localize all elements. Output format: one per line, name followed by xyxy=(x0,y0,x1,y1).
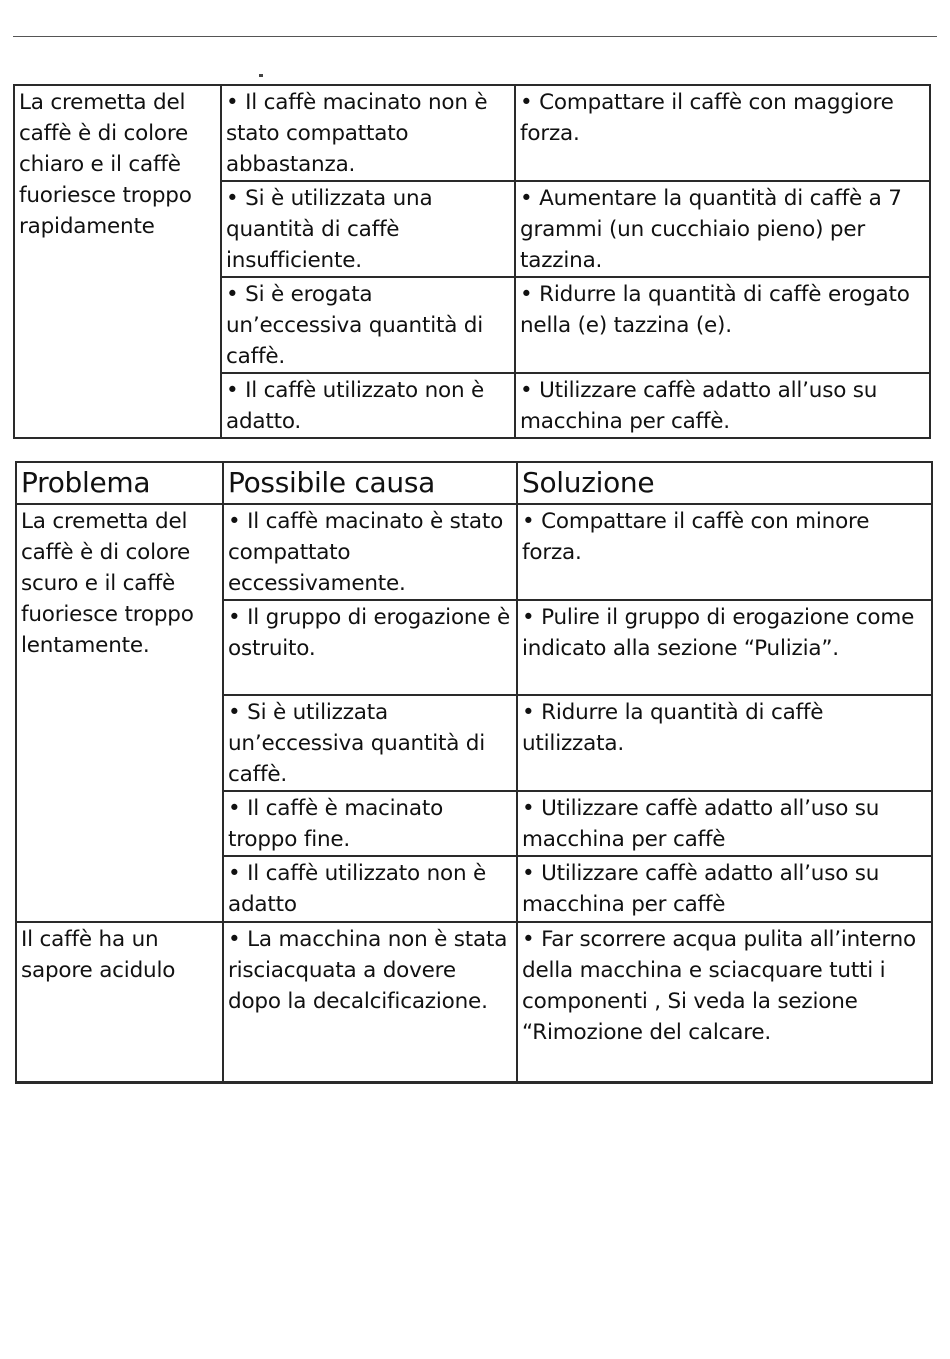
cause-cell: • Il caffè macinato non è stato compattato abbastanza. xyxy=(221,85,515,181)
solution-cell: • Compattare il caffè con minore forza. xyxy=(517,504,932,600)
problem-cell: La cremetta del caffè è di colore scuro e il caffè fuoriesce troppo lentamente. xyxy=(16,504,223,922)
troubleshooting-table xyxy=(15,461,933,1084)
troubleshooting-table-continued xyxy=(13,84,931,439)
problem-cell: Il caffè ha un sapore acidulo xyxy=(16,922,223,1082)
page-top-rule xyxy=(13,36,937,37)
solution-cell: • Utilizzare caffè adatto all’uso su macchina per caffè xyxy=(517,791,932,856)
column-header-solution: Soluzione xyxy=(517,462,932,504)
table-row xyxy=(16,922,932,1082)
cause-cell: • Il gruppo di erogazione è ostruito. xyxy=(223,600,517,695)
cause-cell: • La macchina non è stata risciacquata a dovere dopo la decalcificazione. xyxy=(223,922,517,1082)
cause-cell: • Il caffè è macinato troppo fine. xyxy=(223,791,517,856)
problem-cell: La cremetta del caffè è di colore chiaro e il caffè fuoriesce troppo rapidamente xyxy=(14,85,221,438)
column-header-cause: Possibile causa xyxy=(223,462,517,504)
column-header-problem: Problema xyxy=(16,462,223,504)
solution-cell: • Compattare il caffè con maggiore forza. xyxy=(515,85,930,181)
cause-cell: • Si è utilizzata una quantità di caffè insufficiente. xyxy=(221,181,515,277)
solution-cell: • Utilizzare caffè adatto all’uso su macchina per caffè. xyxy=(515,373,930,438)
solution-cell: • Ridurre la quantità di caffè erogato nella (e) tazzina (e). xyxy=(515,277,930,373)
solution-cell: • Far scorrere acqua pulita all’interno della macchina e sciacquare tutti i componenti , Si veda la sezione “Rimozione del calcare. xyxy=(517,922,932,1082)
solution-cell: • Utilizzare caffè adatto all’uso su macchina per caffè xyxy=(517,856,932,922)
cause-cell: • Si è utilizzata un’eccessiva quantità di caffè. xyxy=(223,695,517,791)
table-row xyxy=(16,504,932,600)
solution-cell: • Ridurre la quantità di caffè utilizzata. xyxy=(517,695,932,791)
table-row xyxy=(14,85,930,181)
cause-cell: • Il caffè utilizzato non è adatto. xyxy=(221,373,515,438)
cause-cell: • Il caffè macinato è stato compattato eccessivamente. xyxy=(223,504,517,600)
solution-cell: • Pulire il gruppo di erogazione come indicato alla sezione “Pulizia”. xyxy=(517,600,932,695)
cause-cell: • Si è erogata un’eccessiva quantità di caffè. xyxy=(221,277,515,373)
scan-artifact-mark xyxy=(259,74,263,77)
table-header-row xyxy=(16,462,932,504)
cause-cell: • Il caffè utilizzato non è adatto xyxy=(223,856,517,922)
solution-cell: • Aumentare la quantità di caffè a 7 grammi (un cucchiaio pieno) per tazzina. xyxy=(515,181,930,277)
